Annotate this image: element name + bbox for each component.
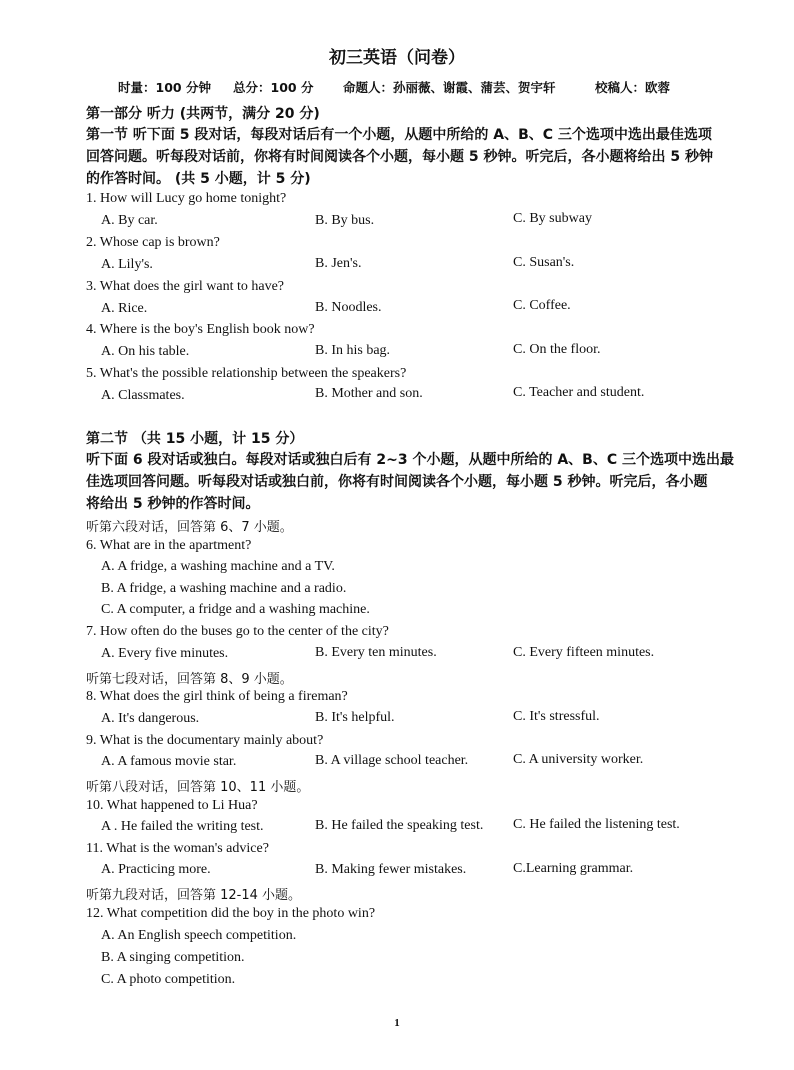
q4-option-a: A. On his table.: [101, 344, 190, 359]
exam-authors: 命题人：孙丽薇、谢霞、蒲芸、贺宇轩: [343, 80, 556, 95]
q2-option-c: C. Susan's.: [513, 255, 575, 270]
question-5: 5. What's the possible relationship between the speakers?: [86, 366, 407, 381]
q4-option-c: C. On the floor.: [513, 342, 601, 357]
question-2: 2. Whose cap is brown?: [86, 235, 220, 250]
q1-option-a: A. By car.: [101, 213, 158, 228]
q6-option-b: B. A fridge, a washing machine and a radio.: [101, 581, 347, 596]
q9-option-c: C. A university worker.: [513, 752, 644, 767]
q8-option-b: B. It's helpful.: [315, 710, 395, 725]
question-9: 9. What is the documentary mainly about?: [86, 733, 324, 748]
q3-option-b: B. Noodles.: [315, 300, 382, 315]
q11-option-b: B. Making fewer mistakes.: [315, 862, 467, 877]
q7-option-a: A. Every five minutes.: [101, 646, 229, 661]
page-title: 初三英语（问卷）: [329, 48, 465, 68]
section2-instructions-line: 将给出 5 秒钟的作答时间。: [86, 496, 260, 512]
q12-option-c: C. A photo competition.: [101, 972, 236, 987]
section1-instructions-line: 回答问题。听每段对话前，你将有时间阅读各个小题，每小题 5 秒钟。听完后，各小题将给出 5 秒钟: [86, 149, 713, 165]
q4-option-b: B. In his bag.: [315, 343, 391, 358]
question-10: 10. What happened to Li Hua?: [86, 798, 258, 813]
section1-instructions-line: 第一节 听下面 5 段对话，每段对话后有一个小题，从题中所给的 A、B、C 三个选项中选出最佳选项: [86, 127, 712, 143]
section2-instructions-line: 听下面 6 段对话或独白。每段对话或独白后有 2~3 个小题，从题中所给的 A、B、C 三个选项中选出最: [86, 452, 734, 468]
q8-option-c: C. It's stressful.: [513, 709, 600, 724]
q6-option-a: A. A fridge, a washing machine and a TV.: [101, 559, 335, 574]
exam-time: 时量：100 分钟: [118, 80, 211, 95]
q7-option-b: B. Every ten minutes.: [315, 645, 437, 660]
page-number: 1: [394, 1017, 400, 1029]
question-3: 3. What does the girl want to have?: [86, 279, 285, 294]
q12-option-a: A. An English speech competition.: [101, 928, 297, 943]
q11-option-a: A. Practicing more.: [101, 862, 211, 877]
dialogue-8-subhead: 听第八段对话，回答第 10、11 小题。: [86, 780, 310, 795]
q3-option-a: A. Rice.: [101, 301, 148, 316]
q5-option-b: B. Mother and son.: [315, 386, 423, 401]
q10-option-b: B. He failed the speaking test.: [315, 818, 484, 833]
q5-option-a: A. Classmates.: [101, 388, 185, 403]
dialogue-9-subhead: 听第九段对话，回答第 12-14 小题。: [86, 888, 302, 903]
q8-option-a: A. It's dangerous.: [101, 711, 200, 726]
section2-instructions-line: 佳选项回答问题。听每段对话或独白前，你将有时间阅读各个小题，每小题 5 秒钟。听完后，各小题: [86, 474, 708, 490]
q3-option-c: C. Coffee.: [513, 298, 571, 313]
q12-option-b: B. A singing competition.: [101, 950, 245, 965]
q9-option-a: A. A famous movie star.: [101, 754, 237, 769]
part1-heading: 第一部分 听力 (共两节，满分 20 分): [86, 106, 320, 122]
q10-option-c: C. He failed the listening test.: [513, 817, 680, 832]
question-8: 8. What does the girl think of being a fireman?: [86, 689, 348, 704]
q6-option-c: C. A computer, a fridge and a washing machine.: [101, 602, 370, 617]
q11-option-c: C.Learning grammar.: [513, 861, 634, 876]
question-1: 1. How will Lucy go home tonight?: [86, 191, 287, 206]
section1-instructions-line: 的作答时间。 (共 5 小题，计 5 分): [86, 171, 311, 187]
question-12: 12. What competition did the boy in the photo win?: [86, 906, 376, 921]
question-4: 4. Where is the boy's English book now?: [86, 322, 315, 337]
q1-option-b: B. By bus.: [315, 213, 375, 228]
exam-reviewer: 校稿人：欧蓉: [595, 80, 671, 95]
q10-option-a: A . He failed the writing test.: [101, 819, 264, 834]
question-7: 7. How often do the buses go to the center of the city?: [86, 624, 389, 639]
q1-option-c: C. By subway: [513, 211, 592, 226]
q9-option-b: B. A village school teacher.: [315, 753, 469, 768]
q5-option-c: C. Teacher and student.: [513, 385, 645, 400]
q2-option-a: A. Lily's.: [101, 257, 153, 272]
dialogue-7-subhead: 听第七段对话，回答第 8、9 小题。: [86, 672, 293, 687]
q7-option-c: C. Every fifteen minutes.: [513, 645, 655, 660]
question-11: 11. What is the woman's advice?: [86, 841, 269, 856]
q2-option-b: B. Jen's.: [315, 256, 362, 271]
question-6: 6. What are in the apartment?: [86, 538, 252, 553]
section2-heading: 第二节 （共 15 小题，计 15 分）: [86, 431, 304, 447]
dialogue-6-subhead: 听第六段对话，回答第 6、7 小题。: [86, 520, 293, 535]
exam-total-score: 总分：100 分: [233, 80, 314, 95]
